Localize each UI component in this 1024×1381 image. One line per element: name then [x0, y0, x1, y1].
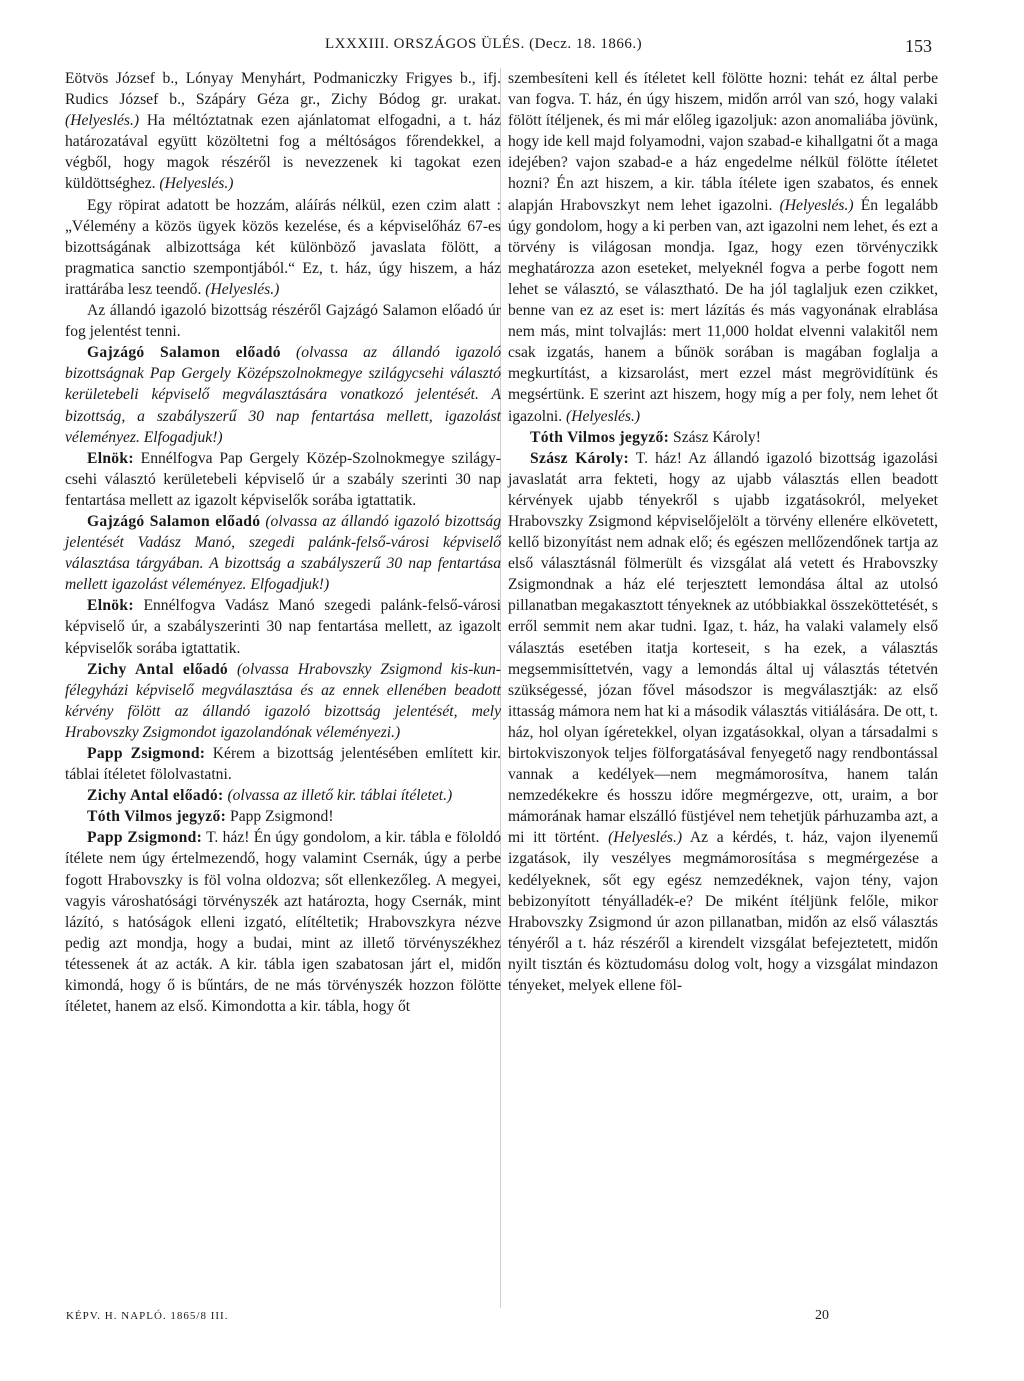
- stage-direction: (Helyeslés.): [65, 112, 140, 130]
- text: Az állandó igazoló bizottság részéről Gajzágó Salamon előadó úr fog jelentést tenni.: [65, 302, 501, 341]
- text: Ha méltóztatnak ezen ajánlatomat elfogadni, a t. ház határozatával együtt közöltetni fog a méltóságos főrendekkel, a végből, hogy magok részéről is nevezzenek ki tagokat ezen küldöttséghez.: [65, 112, 501, 193]
- speaker: Papp Zsigmond:: [87, 745, 206, 762]
- signature-mark: KÉPV. H. NAPLÓ. 1865/8 III.: [66, 1310, 229, 1322]
- speaker: Elnök:: [87, 449, 134, 467]
- left-column: [65, 68, 501, 1017]
- text: T. ház! Az állandó igazoló bizottság igazolási javaslatát arra fekteti, hogy az ujabb választás ellen beadott kérvények ujabb tényekről s ujabb izgatásokról, melyeket Hrabovszky Zsigmond képviselőjelölt a törvény ellenére elkövetett, kellő bizonyítást nem adnak elő; és egészen mellőzendőnek tartja az első választásnál fölmerült és vizsgálat alá vetett és Hrabovszky Zsigmondnak a ház elé terjesztett lemondása által az utolsó pillanatban megakasztott tényeknek az utóbbiakkal összeköttetését, s erről semmit nem akar tudni. Igaz, t. ház, ha valaki valamely első választás esetében itatja korteseit, s ha ezek, a választás megsemmisíttetvén, vagy a lemondás által uj választás tétetvén szükségessé, józan fővel másodszor is megválasztják: az első ittasság mámora nem hat ki a második választás vitiálására. De ott, t. ház, hol olyan ígéretekkel, olyan izgatásokkal, olyan a társadalmi s birtokviszonyok teljes fölforgatásával fenyegető nagy rendbontással vannak a kedélyek—nem megmámorosítva, hanem talán nemzedékekre és hosszu időre megmérgezve, ott, uraim, a bor mámorának hamar elszálló füstjével nem tehetjük párhuzamba azt, a mi itt történt.: [508, 449, 938, 847]
- text: Ennélfogva Vadász Manó szegedi palánk-felső-városi képviselő úr, a szabályszerinti 30 nap fentartása mellett, az igazolt képviselők sorába igtattatik.: [65, 597, 501, 657]
- stage-direction: (olvassa Hrabovszky Zsigmond kis-kun-félegyházi képviselő megválasztása és az ennek ellenében beadott kérvény fölött az állandó igazoló bizottság jelentését, mely Hrabovszky Zsigmondot igazolandónak véleményezi.): [65, 660, 501, 741]
- stage-direction: (Helyeslés.): [205, 280, 280, 298]
- paragraph: [65, 195, 501, 300]
- speaker: Zichy Antal előadó:: [87, 787, 224, 805]
- speaker: Zichy Antal előadó: [87, 660, 229, 678]
- paragraph: [65, 743, 501, 785]
- text: Én legalább úgy gondolom, hogy a ki perben van, azt igazolni nem lehet, és ezt a törvény is világosan mondja. Igaz, hogy ezen törvényczikk meghatározza azon eseteket, melyeknél fogva a perbe fogott nem lehet se választó, se választható. De ha jól taglaljuk ezen czikket, benne van ez az eset is: mert lázítás és más vagyonának elrablása nem más, mint tolvajlás: mert 11,000 holdat elvenni valakitől nem csak izgatás, hanem a bűnök sorában is magában foglalja a megkurtítást, a kizsarolást, mert ezzel mást megrövidítünk és megsértünk. E szerint azt hiszem, hogy míg a per foly, nem lehet őt igazolni.: [508, 196, 938, 425]
- paragraph: [65, 595, 501, 658]
- stage-direction: (olvassa az állandó igazoló bizottságnak Pap Gergely Középszolnokmegye szilágycsehi választó kerületebeli képviselő megválasztására vonatkozó jelentését. A bizottság, a szabályszerű 30 nap fentartása mellett, igazolást véleményez. Elfogadjuk!): [65, 344, 501, 446]
- paragraph: [65, 785, 501, 806]
- speaker: Elnök:: [87, 597, 134, 615]
- speaker: Papp Zsigmond:: [87, 829, 203, 847]
- stage-direction: (Helyeslés.): [779, 196, 854, 214]
- page-footer: [0, 1310, 1024, 1334]
- stage-direction: (Helyeslés.): [159, 175, 234, 193]
- text: Az a kérdés, t. ház, vajon ilyenemű izgatások, ily veszélyes megmámorosítása s megmérgezése a kedélyeknek, sőt egy egész nemzedéknek, vajon tény, vajon bebizonyított tényálladék-e? De miként ítéljünk felőle, mikor Hrabovszky Zsigmond úr azon pillanatban, midőn az első választás tényéről a t. ház részéről a kirendelt vizsgálat befejeztetett, midőn nyilt tisztán és köztudomásu dolog volt, hogy a vizsgálat mindazon tényeket, melyek ellene föl-: [508, 829, 939, 995]
- text: Ennélfogva Pap Gergely Közép-Szolnokmegye szilágy-csehi választó kerületebeli képviselő úr a szabály szerinti 30 nap fentartása mellett az igazolt képviselők sorába igtattatik.: [65, 449, 501, 509]
- paragraph: [65, 448, 501, 511]
- paragraph: [508, 448, 938, 996]
- speaker: Tóth Vilmos jegyző:: [530, 428, 670, 446]
- stage-direction: (Helyeslés.): [608, 829, 683, 847]
- stage-direction: (olvassa az illető kir. táblai ítéletet.): [227, 787, 453, 805]
- paragraph: [65, 342, 501, 447]
- speaker: Tóth Vilmos jegyző:: [87, 808, 227, 826]
- speaker: Gajzágó Salamon előadó: [87, 344, 281, 362]
- text: Papp Zsigmond!: [230, 808, 334, 826]
- paragraph: [508, 427, 938, 448]
- running-head: LXXXIII. ORSZÁGOS ÜLÉS. (Decz. 18. 1866.): [325, 36, 643, 52]
- sheet-number: 20: [815, 1308, 829, 1323]
- paragraph: [508, 68, 938, 427]
- page-number: 153: [905, 36, 932, 56]
- text: Kérem a bizottság jelentésében említett kir. táblai ítéletet fölolvastatni.: [65, 745, 501, 784]
- text: T. ház! Én úgy gondolom, a kir. tábla e föloldó ítélete nem úgy értelmezendő, hogy valamint Csernák, úgy a perbe fogott Hrabovszky is föl volna oldozva; sőt ellenkezőleg. A megyei, vagyis városhatósági törvényszék azt határozta, hogy Csernák, mint lázító, s hatóságok elleni izgató, elítéltetik; Hrabovszkyra nézve pedig azt mondja, hogy a budai, mint az illető törvényszékhez tétessenek át az acták. A kir. tábla igen szabatosan járt el, midőn kimondá, hogy ő is bűntárs, de ne más törvényszék hozzon fölötte ítéletet, hanem az első. Kimondotta a kir. tábla, hogy őt: [65, 829, 501, 1016]
- page-header: [0, 30, 1024, 60]
- paragraph: [65, 827, 501, 1017]
- speaker: Gajzágó Salamon előadó: [87, 512, 261, 530]
- stage-direction: (Helyeslés.): [566, 407, 641, 425]
- text: Szász Károly!: [673, 428, 761, 446]
- paragraph: [65, 806, 501, 827]
- paragraph: [65, 659, 501, 743]
- text: Eötvös József b., Lónyay Menyhárt, Podmaniczky Frigyes b., ifj. Rudics József b., Szápáry Géza gr., Zichy Bódog gr. urakat.: [65, 70, 501, 109]
- paragraph: [65, 300, 501, 342]
- stage-direction: (olvassa az állandó igazoló bizottság jelentését Vadász Manó, szegedi palánk-felső-városi képviselő választása tárgyában. A bizottság a szabályszerű 30 nap fentartása mellett igazolást véleményez. Elfogadjuk!): [65, 512, 502, 594]
- text: Egy röpirat adatott be hozzám, aláírás nélkül, ezen czim alatt : „Vélemény a közös ügyek közös kezelése, és a képviselőház 67-es bizottságának albizottsága két különböző javaslata fölött, a pragmatica sanctio szempontjából.“ Ez, t. ház, úgy hiszem, a ház irattárába lesz teendő.: [65, 196, 501, 298]
- paragraph: [65, 511, 501, 595]
- text: szembesíteni kell és ítéletet kell fölötte hozni: tehát ez által perbe van fogva. T. ház, én úgy hiszem, midőn arról van szó, hogy valaki fölött ítéljenek, és mi már előleg igazoljuk: azon anomaliába jövünk, hogy ide kell majd folyamodni, vajon szabad-e kihallgatni őt a maga idejében? vajon szabad-e a ház engedelme nélkül fölötte ítéletet hozni? Én azt hiszem, a kir. tábla ítélete igen szabatos, és ennek alapján Hrabovszkyt nem lehet igazolni.: [508, 70, 938, 214]
- speaker: Szász Károly:: [530, 449, 630, 467]
- paragraph: [65, 68, 501, 195]
- right-column: [508, 68, 938, 996]
